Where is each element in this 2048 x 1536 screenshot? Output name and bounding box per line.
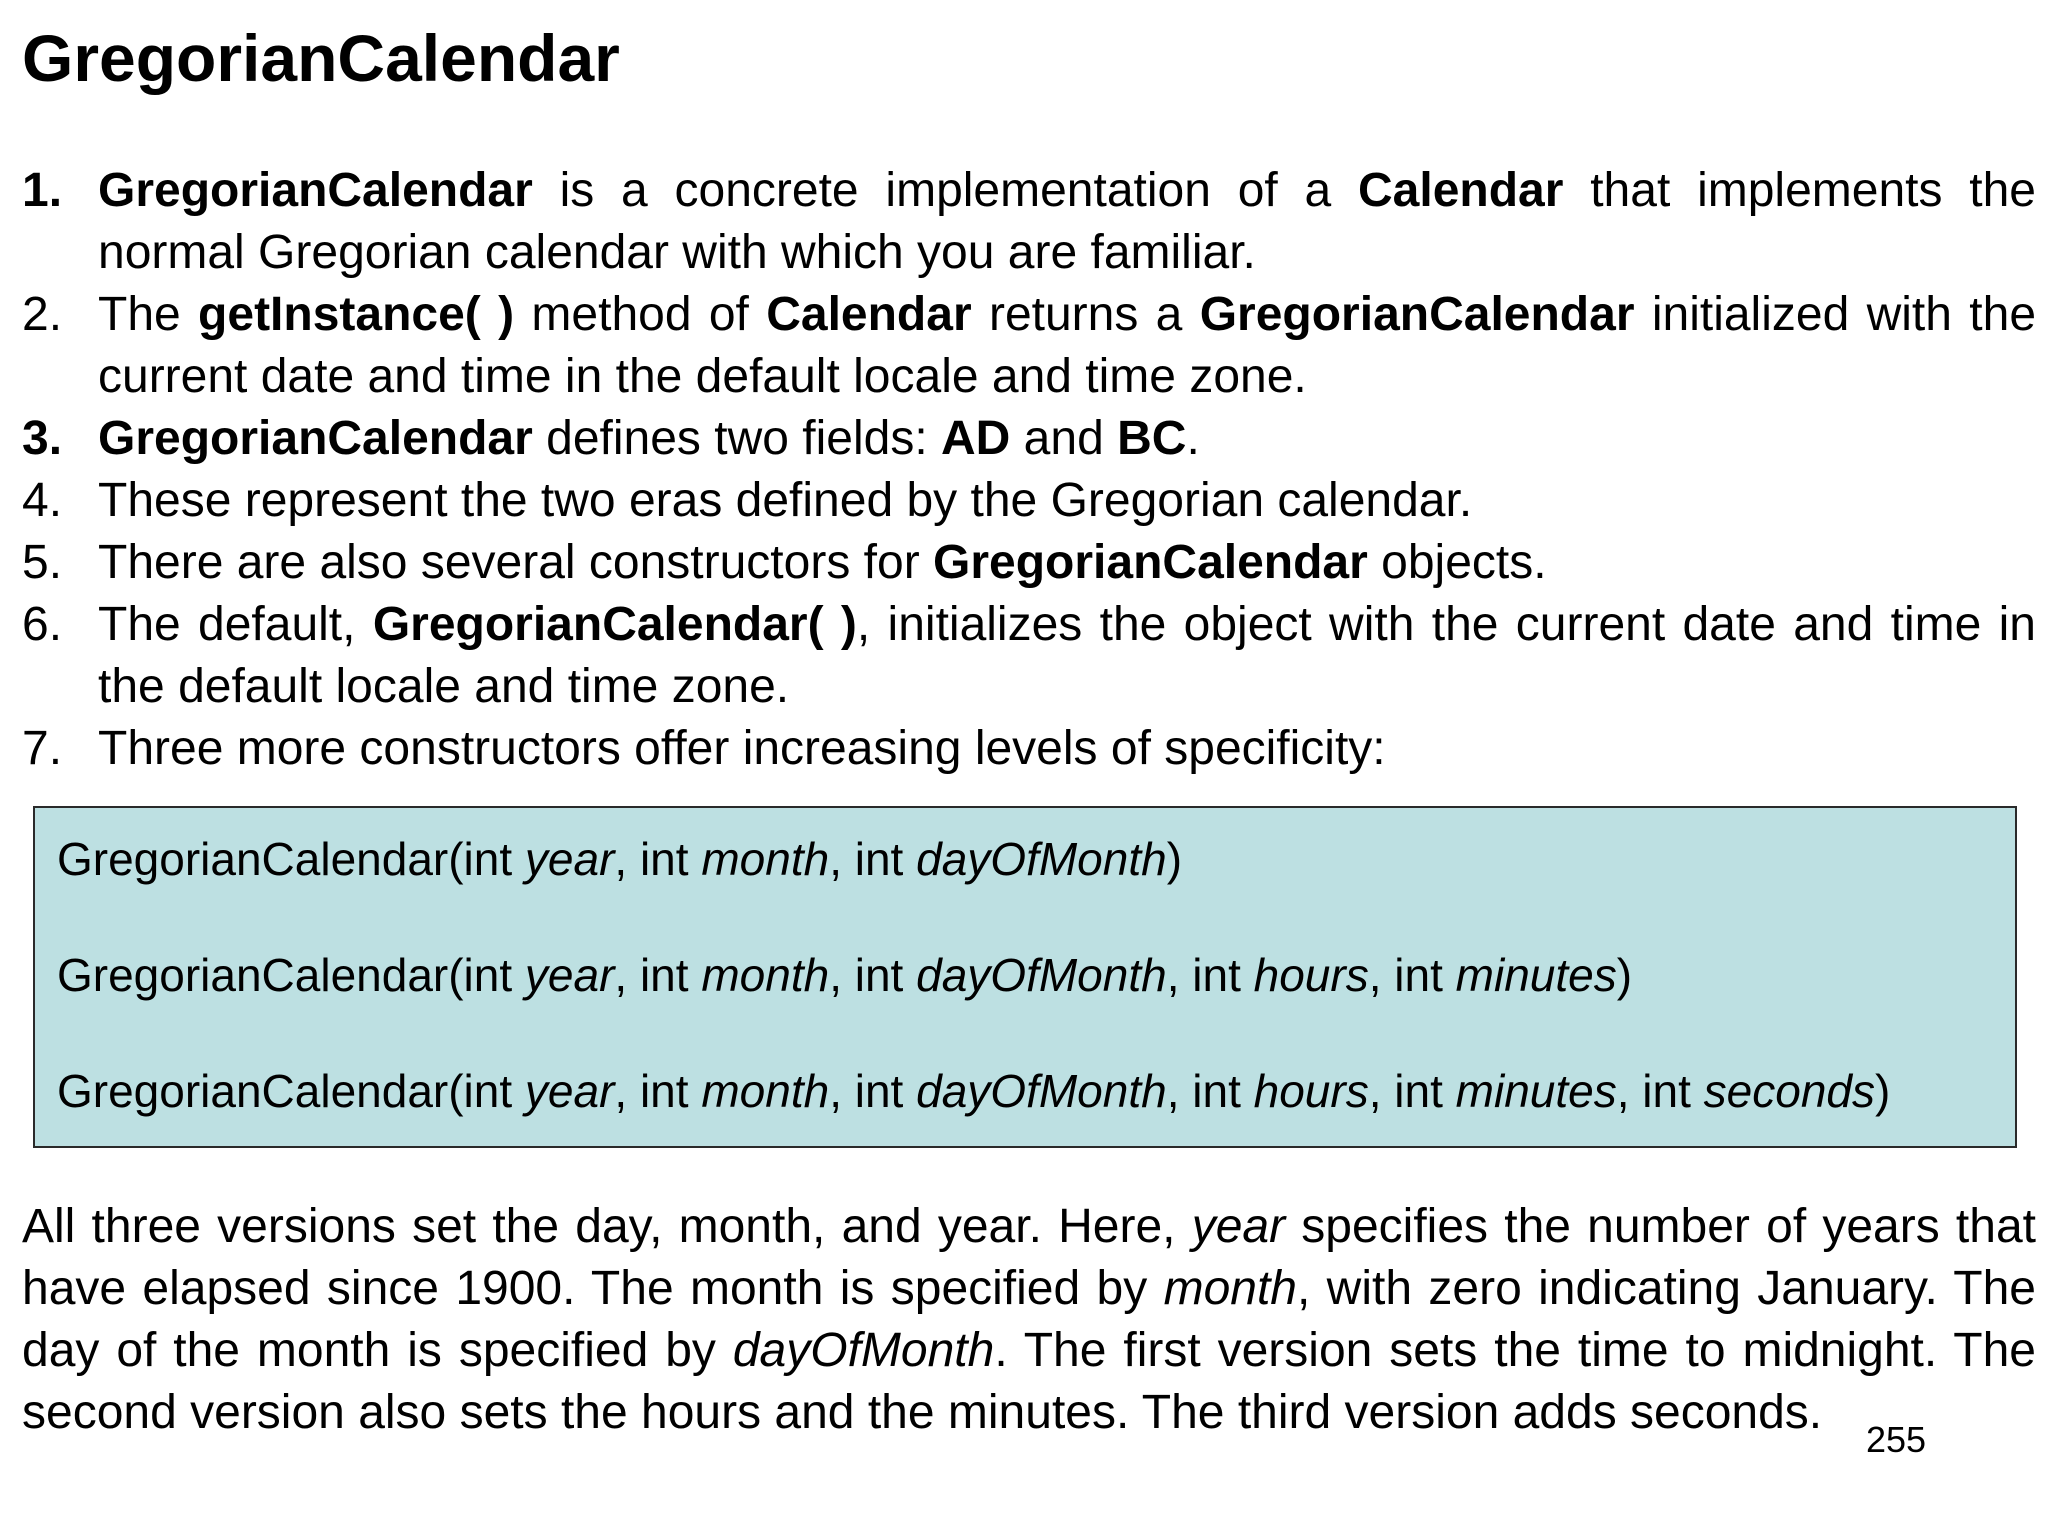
text-run: ) [1875, 1065, 1891, 1117]
list-item [22, 470, 2036, 532]
text-run: ) [1616, 949, 1633, 1001]
text-run: , int [1166, 1065, 1254, 1117]
text-run: , initializes the object with the current date and time in the default locale and time zone. [98, 598, 2036, 713]
bold-text: AD [941, 412, 1011, 465]
italic-text: minutes [1455, 1065, 1617, 1117]
text-run: , int [1616, 1065, 1704, 1117]
bold-text: GregorianCalendar( ) [372, 598, 857, 651]
list-item [22, 408, 2036, 470]
italic-text: dayOfMonth [916, 949, 1167, 1001]
constructor-signature [57, 1062, 2015, 1120]
list-item-number: 1. [22, 164, 63, 217]
list-item-number: 2. [22, 288, 63, 341]
text-run: . [1186, 412, 1200, 465]
text-run: , int [829, 949, 917, 1001]
bold-text: Calendar [1358, 164, 1564, 217]
list-item [22, 284, 2036, 408]
constructor-box [33, 806, 2017, 1148]
text-run: , int [1368, 1065, 1456, 1117]
text-run: initialized with the current date and time in the default locale and time zone. [98, 288, 2037, 403]
list-item-number: 6. [22, 598, 63, 651]
text-run: GregorianCalendar(int [57, 1065, 525, 1117]
slide-title: GregorianCalendar [22, 21, 620, 95]
italic-text: dayOfMonth [732, 1324, 995, 1377]
text-run: , int [1368, 949, 1456, 1001]
text-run: All three versions set the day, month, and year. Here, [22, 1200, 1192, 1253]
list-item [22, 594, 2036, 718]
bold-text: GregorianCalendar [1199, 288, 1635, 341]
text-run: and [1010, 412, 1118, 465]
italic-text: hours [1253, 949, 1369, 1001]
text-run: These represent the two eras defined by the Gregorian calendar. [98, 474, 1473, 527]
bold-text: GregorianCalendar [98, 164, 533, 217]
point-list [22, 160, 2036, 780]
text-run: , int [614, 949, 702, 1001]
bold-text: Calendar [766, 288, 972, 341]
text-run: is a concrete implementation of a [532, 164, 1359, 217]
list-item-number: 5. [22, 536, 63, 589]
italic-text: month [1163, 1262, 1297, 1315]
constructor-signature [57, 830, 2015, 888]
text-run: The [98, 288, 199, 341]
list-item [22, 718, 2036, 780]
bold-text: getInstance( ) [198, 288, 515, 341]
list-item-number: 4. [22, 474, 63, 527]
bold-text: BC [1117, 412, 1187, 465]
text-run: method of [514, 288, 767, 341]
italic-text: year [524, 1065, 615, 1117]
list-item-number: 3. [22, 412, 63, 465]
text-run: defines two fields: [532, 412, 942, 465]
list-item [22, 532, 2036, 594]
italic-text: hours [1253, 1065, 1369, 1117]
text-run: , int [829, 1065, 917, 1117]
text-run: There are also several constructors for [98, 536, 934, 589]
text-run: , int [1166, 949, 1254, 1001]
text-run: . The first version sets the time to midnight. The second version also sets the hours and the minutes. The third version adds seconds. [22, 1324, 2036, 1439]
text-run: returns a [971, 288, 1200, 341]
text-run: objects. [1367, 536, 1547, 589]
constructor-signature [57, 946, 2015, 1004]
text-run: specifies the number of years that have elapsed since 1900. The month is specified by [22, 1200, 2036, 1315]
text-run: , int [829, 833, 917, 885]
text-run: GregorianCalendar(int [57, 949, 525, 1001]
bold-text: GregorianCalendar [98, 412, 533, 465]
text-run: , int [614, 833, 702, 885]
italic-text: year [1191, 1200, 1286, 1253]
text-run: that implements the normal Gregorian calendar with which you are familiar. [98, 164, 2036, 279]
italic-text: year [524, 833, 615, 885]
italic-text: month [701, 949, 830, 1001]
text-run: GregorianCalendar(int [57, 833, 525, 885]
italic-text: dayOfMonth [916, 833, 1167, 885]
text-run: The default, [98, 598, 373, 651]
closing-paragraph [22, 1196, 2036, 1444]
text-run: , int [614, 1065, 702, 1117]
italic-text: month [701, 833, 830, 885]
italic-text: minutes [1455, 949, 1617, 1001]
italic-text: seconds [1703, 1065, 1876, 1117]
bold-text: GregorianCalendar [933, 536, 1368, 589]
text-run: , with zero indicating January. The day of the month is specified by [22, 1262, 2036, 1377]
italic-text: month [701, 1065, 830, 1117]
text-run: ) [1166, 833, 1183, 885]
italic-text: dayOfMonth [916, 1065, 1167, 1117]
list-item-number: 7. [22, 722, 63, 775]
italic-text: year [524, 949, 615, 1001]
list-item [22, 160, 2036, 284]
page-number: 255 [1866, 1419, 1927, 1460]
text-run: Three more constructors offer increasing levels of specificity: [98, 722, 1386, 775]
